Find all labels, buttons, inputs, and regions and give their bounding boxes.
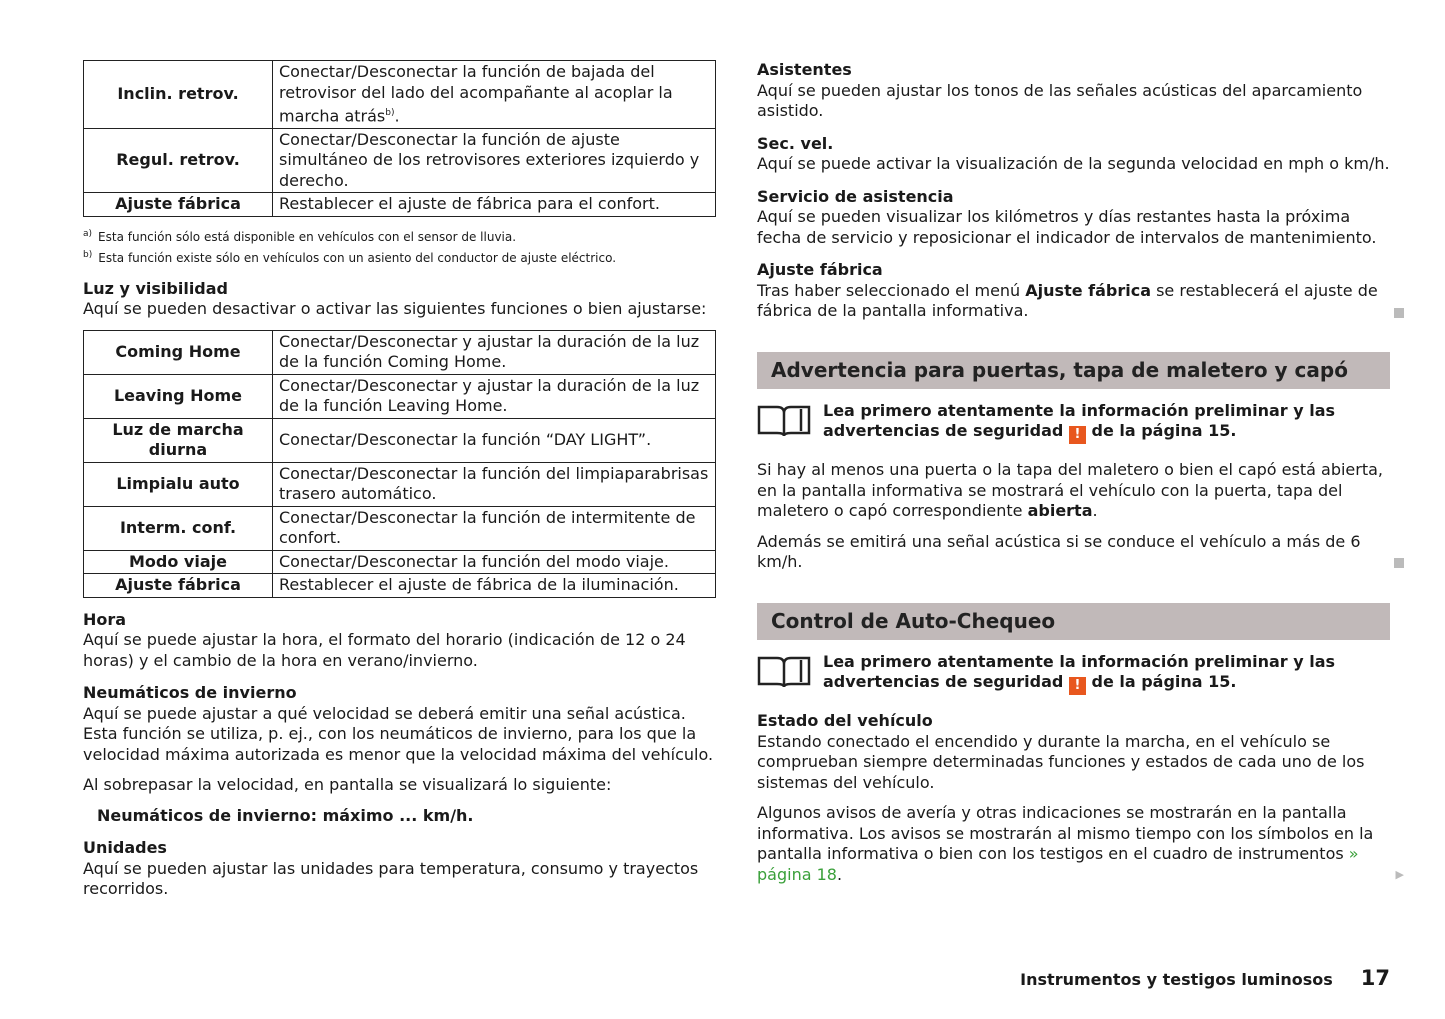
table-row (84, 418, 716, 462)
text-neumaticos-2: Al sobrepasar la velocidad, en pantalla se visualizará lo siguiente: (83, 775, 612, 795)
continue-arrow-icon: ▶ (1395, 867, 1404, 881)
section-heading-autochequeo: Control de Auto-Chequeo (757, 603, 1390, 640)
right-column (757, 60, 1404, 885)
setting-name: Modo viaje (84, 550, 273, 574)
heading-unidades: Unidades (83, 838, 167, 858)
table-row (84, 330, 716, 374)
text-servicio: Aquí se pueden visualizar los kilómetros y días restantes hasta la próxima fecha de servicio y reposicionar el indicador de intervalos de mantenimiento. (757, 207, 1377, 247)
table-row (84, 462, 716, 506)
setting-name: Coming Home (84, 330, 273, 374)
setting-description: Conectar/Desconectar y ajustar la duración de la luz de la función Coming Home. (273, 330, 716, 374)
left-column (83, 60, 716, 900)
setting-name: Limpialu auto (84, 462, 273, 506)
book-icon (757, 652, 811, 688)
lighting-settings-table (83, 330, 716, 598)
warning-icon: ! (1069, 426, 1086, 444)
setting-description: Conectar/Desconectar la función del modo viaje. (273, 550, 716, 574)
book-icon (757, 401, 811, 437)
mirror-settings-table (83, 60, 716, 217)
safety-note: Lea primero atentamente la información preliminar y las advertencias de seguridad ! de la página 15. (757, 652, 1390, 696)
setting-name: Regul. retrov. (84, 128, 273, 193)
heading-ajuste: Ajuste fábrica (757, 260, 883, 279)
table-row (84, 374, 716, 418)
heading-luz: Luz y visibilidad (83, 278, 228, 298)
text-asistentes: Aquí se pueden ajustar los tonos de las señales acústicas del aparcamiento asistido. (757, 80, 1363, 120)
text-estado: Estando conectado el encendido y durante la marcha, en el vehículo se comprueban siempre determinadas funciones y estados de cada uno de los sistemas del vehículo. (757, 731, 1365, 792)
setting-name: Ajuste fábrica (84, 574, 273, 598)
setting-description: Restablecer el ajuste de fábrica para el confort. (273, 193, 716, 217)
setting-name: Luz de marcha diurna (84, 418, 273, 462)
table-row (84, 61, 716, 129)
table-row (84, 193, 716, 217)
setting-description: Restablecer el ajuste de fábrica de la iluminación. (273, 574, 716, 598)
table-row (84, 128, 716, 193)
table-row (84, 574, 716, 598)
table-row (84, 550, 716, 574)
heading-servicio: Servicio de asistencia (757, 186, 954, 206)
text-secvel: Aquí se puede activar la visualización de la segunda velocidad en mph o km/h. (757, 154, 1390, 173)
setting-name: Leaving Home (84, 374, 273, 418)
text-unidades: Aquí se pueden ajustar las unidades para temperatura, consumo y trayectos recorridos. (83, 858, 699, 899)
footnote-b: $^{b)}$ Esta función existe sólo en vehículos con un asiento del conductor de ajuste eléctrico. (83, 249, 617, 265)
display-message: Neumáticos de invierno: máximo ... km/h. (97, 805, 474, 825)
heading-neumaticos: Neumáticos de invierno (83, 683, 297, 703)
safety-note: Lea primero atentamente la información preliminar y las advertencias de seguridad ! de la página 15. (757, 401, 1390, 445)
page-footer: Instrumentos y testigos luminosos 17 (1020, 966, 1390, 990)
text-luz: Aquí se pueden desactivar o activar las siguientes funciones o bien ajustarse: (83, 299, 707, 319)
heading-secvel: Sec. vel. (757, 133, 834, 153)
heading-estado: Estado del vehículo (757, 711, 933, 730)
footnotes (83, 225, 716, 267)
text-neumaticos: Aquí se puede ajustar a qué velocidad se deberá emitir una señal acústica. Esta función se utiliza, p. ej., con los neumáticos de invierno, para los que la velocidad máxima autorizada es menor que la velocidad máxima del vehículo. (83, 703, 714, 764)
warning-icon: ! (1069, 677, 1086, 695)
text-hora: Aquí se puede ajustar la hora, el formato del horario (indicación de 12 o 24 horas) y el cambio de la hora en verano/invierno. (83, 630, 686, 670)
setting-name: Interm. conf. (84, 506, 273, 550)
setting-name: Inclin. retrov. (84, 61, 273, 129)
setting-description: Conectar/Desconectar la función de intermitente de confort. (273, 506, 716, 550)
setting-name: Ajuste fábrica (84, 193, 273, 217)
heading-asistentes: Asistentes (757, 60, 852, 79)
setting-description: Conectar/Desconectar y ajustar la duración de la luz de la función Leaving Home. (273, 374, 716, 418)
page-number: 17 (1360, 966, 1390, 990)
heading-hora: Hora (83, 609, 127, 629)
text-advertencia-1: Si hay al menos una puerta o la tapa del maletero o bien el capó está abierta, en la pantalla informativa se mostrará el vehículo con la puerta, tapa del maletero o capó correspondiente abierta. (757, 460, 1384, 520)
section-heading-advertencia: Advertencia para puertas, tapa de maletero y capó (757, 352, 1390, 389)
end-marker-icon (1394, 308, 1404, 318)
setting-description: Conectar/Desconectar la función de ajuste simultáneo de los retrovisores exteriores izquierdo y derecho. (273, 128, 716, 193)
setting-description: Conectar/Desconectar la función del limpiaparabrisas trasero automático. (273, 462, 716, 506)
table-row (84, 506, 716, 550)
setting-description: Conectar/Desconectar la función “DAY LIGHT”. (273, 418, 716, 462)
end-marker-icon (1394, 558, 1404, 568)
text-avisos: Algunos avisos de avería y otras indicaciones se mostrarán en la pantalla informativa. Los avisos se mostrarán al mismo tiempo con los símbolos en la pantalla informativa o bien con los testigos en el cuadro de instrumentos » página 18. ▶ (757, 803, 1404, 884)
text-advertencia-2: Además se emitirá una señal acústica si se conduce el vehículo a más de 6 km/h. (757, 532, 1390, 573)
footnote-a: $^{a)}$ Esta función sólo está disponible en vehículos con el sensor de lluvia. (83, 228, 517, 244)
page-link[interactable]: » página 18 (757, 844, 1359, 884)
setting-description: Conectar/Desconectar la función de bajada del retrovisor del lado del acompañante al acoplar la marcha atrás$^{b)}$. (273, 61, 716, 129)
text-ajuste: Tras haber seleccionado el menú Ajuste fábrica se restablecerá el ajuste de fábrica de la pantalla informativa. (757, 281, 1390, 322)
